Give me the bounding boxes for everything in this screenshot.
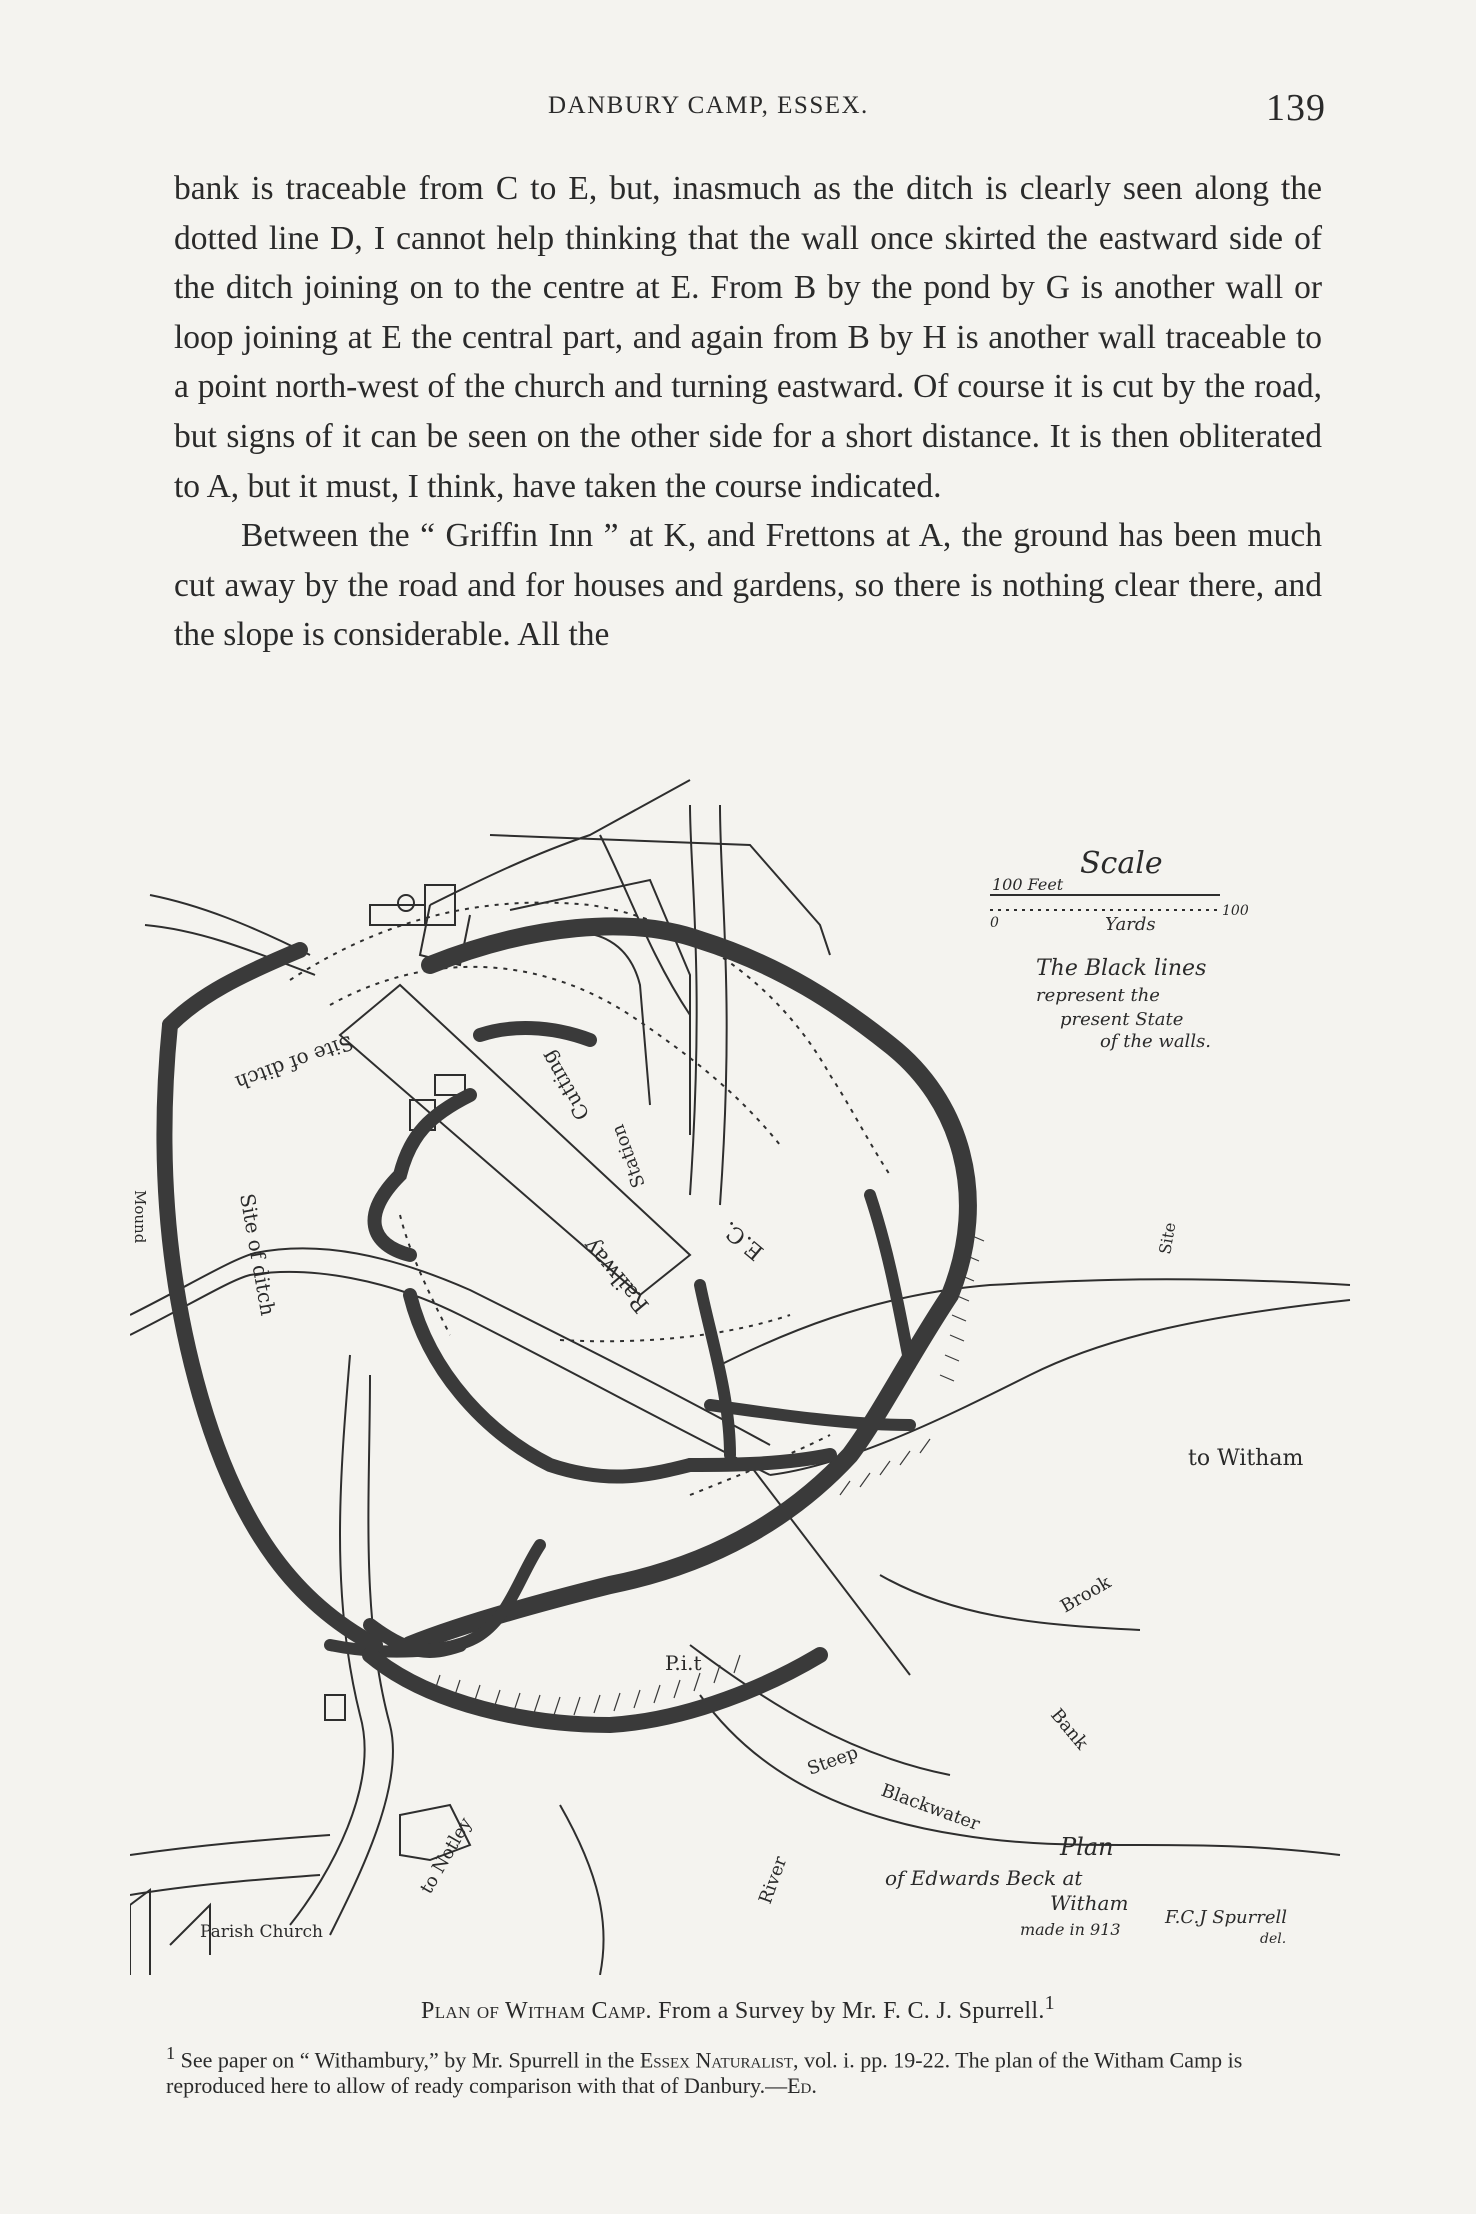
church-outline [130,1890,150,1975]
camp-wall-black [690,1455,830,1465]
plan-title: Plan [1060,1833,1114,1861]
brook-label: Brook [1057,1571,1115,1618]
steep-label: Steep [804,1742,861,1780]
map-drawing [130,775,1360,1975]
camp-wall-black [164,1025,375,1645]
footnote-marker: 1 [166,2043,176,2063]
railway-label: Railway [578,1233,655,1318]
camp-wall-black [170,950,300,1025]
building [435,1075,465,1095]
legend-line: present State [1060,1009,1184,1030]
building [370,905,425,925]
bank-label: Bank [1046,1704,1093,1754]
legend-line: of the walls. [1100,1031,1212,1052]
pit-label: P.i.t [665,1651,702,1675]
footnote-editor: Ed. [787,2073,817,2099]
footnote-text: See paper on “ Withambury,” by Mr. Spurrell in the [180,2047,635,2073]
to-notley-label: to Notley [416,1814,477,1898]
scale-yards-right-label: 100 [1222,903,1249,919]
page-number: 139 [1266,87,1326,129]
body-text [174,164,1322,660]
figure-caption [0,1992,1476,2025]
road-line [130,1248,770,1445]
paragraph: Between the “ Griffin Inn ” at K, and Frettons at A, the ground has been much cut away by the road and for houses and gardens, so there is nothing clear there, and the slope is considerable. All the [174,517,1322,654]
station-label: Station [607,1121,650,1191]
river-line [560,1805,604,1975]
lane-line [130,1835,330,1855]
road-line [150,895,310,955]
camp-wall-black [370,1655,820,1725]
footnote-text: , vol. i. pp. 19-22. The plan of the Witham Camp is reproduced here to allow of ready comparison with that of Danbury.— [166,2047,1243,2099]
caption-prefix: Plan of Witham Camp. [421,1998,652,2024]
caption-text: From a Survey by Mr. F. C. J. Spurrell. [658,1998,1045,2024]
scale-title: Scale [1080,846,1163,881]
road-line [430,780,690,905]
pond [398,895,414,911]
running-title: DANBURY CAMP, ESSEX. [548,92,869,119]
lane-line [130,1875,320,1895]
legend-line: The Black lines [1036,956,1207,981]
footnote-journal: Essex Naturalist [639,2047,794,2073]
ditch-label: Site of ditch [232,1030,357,1096]
caption-footnote-marker: 1 [1044,1992,1055,2014]
camp-wall-black [480,1028,590,1040]
paragraph: bank is traceable from C to E, but, inasmuch as the ditch is clearly seen along the dotted line D, I cannot help thinking that the wall once skirted the eastward side of the ditch joining on to the centre at E. From B by the pond by G is another wall or loop joining at E the central part, and again from B by H is another wall traceable to a point north-west of the church and turning eastward. Of course it is cut by the road, but signs of it can be seen on the other side for a short distance. It is then obliterated to A, but it must, I think, have taken the course indicated. [174,170,1322,505]
camp-wall-black [410,1295,690,1477]
scale-feet-label: 100 Feet [992,875,1064,894]
blackwater-label: Blackwater [878,1779,983,1836]
mound-label: Mound [131,1190,149,1244]
dotted-ditch-line [560,1315,790,1341]
author-del: del. [1260,1931,1287,1947]
site-ditch-left-label: Site of ditch [235,1191,281,1318]
road-line [720,1279,1350,1365]
road-line [720,805,727,1205]
camp-wall-black [375,1095,470,1255]
camp-wall-black [700,1285,730,1455]
witham-camp-plan-figure [130,775,1360,1975]
building [325,1695,345,1720]
ec-label: E.C. [717,1215,769,1265]
bank-line [750,1465,910,1675]
cutting-label: Cutting [535,1046,595,1125]
site-label: Site [1155,1220,1180,1256]
plan-date: made in 913 [1020,1920,1121,1939]
plan-place: Witham [1050,1891,1129,1915]
river-label: River [754,1853,792,1907]
legend-line: represent the [1036,985,1160,1006]
parish-church-label: Parish Church [200,1922,323,1942]
plan-subtitle: of Edwards Beck at [885,1866,1083,1890]
page-header [0,87,1476,132]
dotted-ditch-line [400,1215,450,1335]
scale-yards-label: Yards [1105,914,1156,935]
river-line [700,1695,1340,1855]
footnote [166,2040,1326,2099]
to-witham-label: to Witham [1188,1446,1304,1471]
camp-wall-black [870,1195,910,1365]
scale-yards-left-label: 0 [990,915,999,931]
author-signature: F.C.J Spurrell [1165,1907,1288,1928]
